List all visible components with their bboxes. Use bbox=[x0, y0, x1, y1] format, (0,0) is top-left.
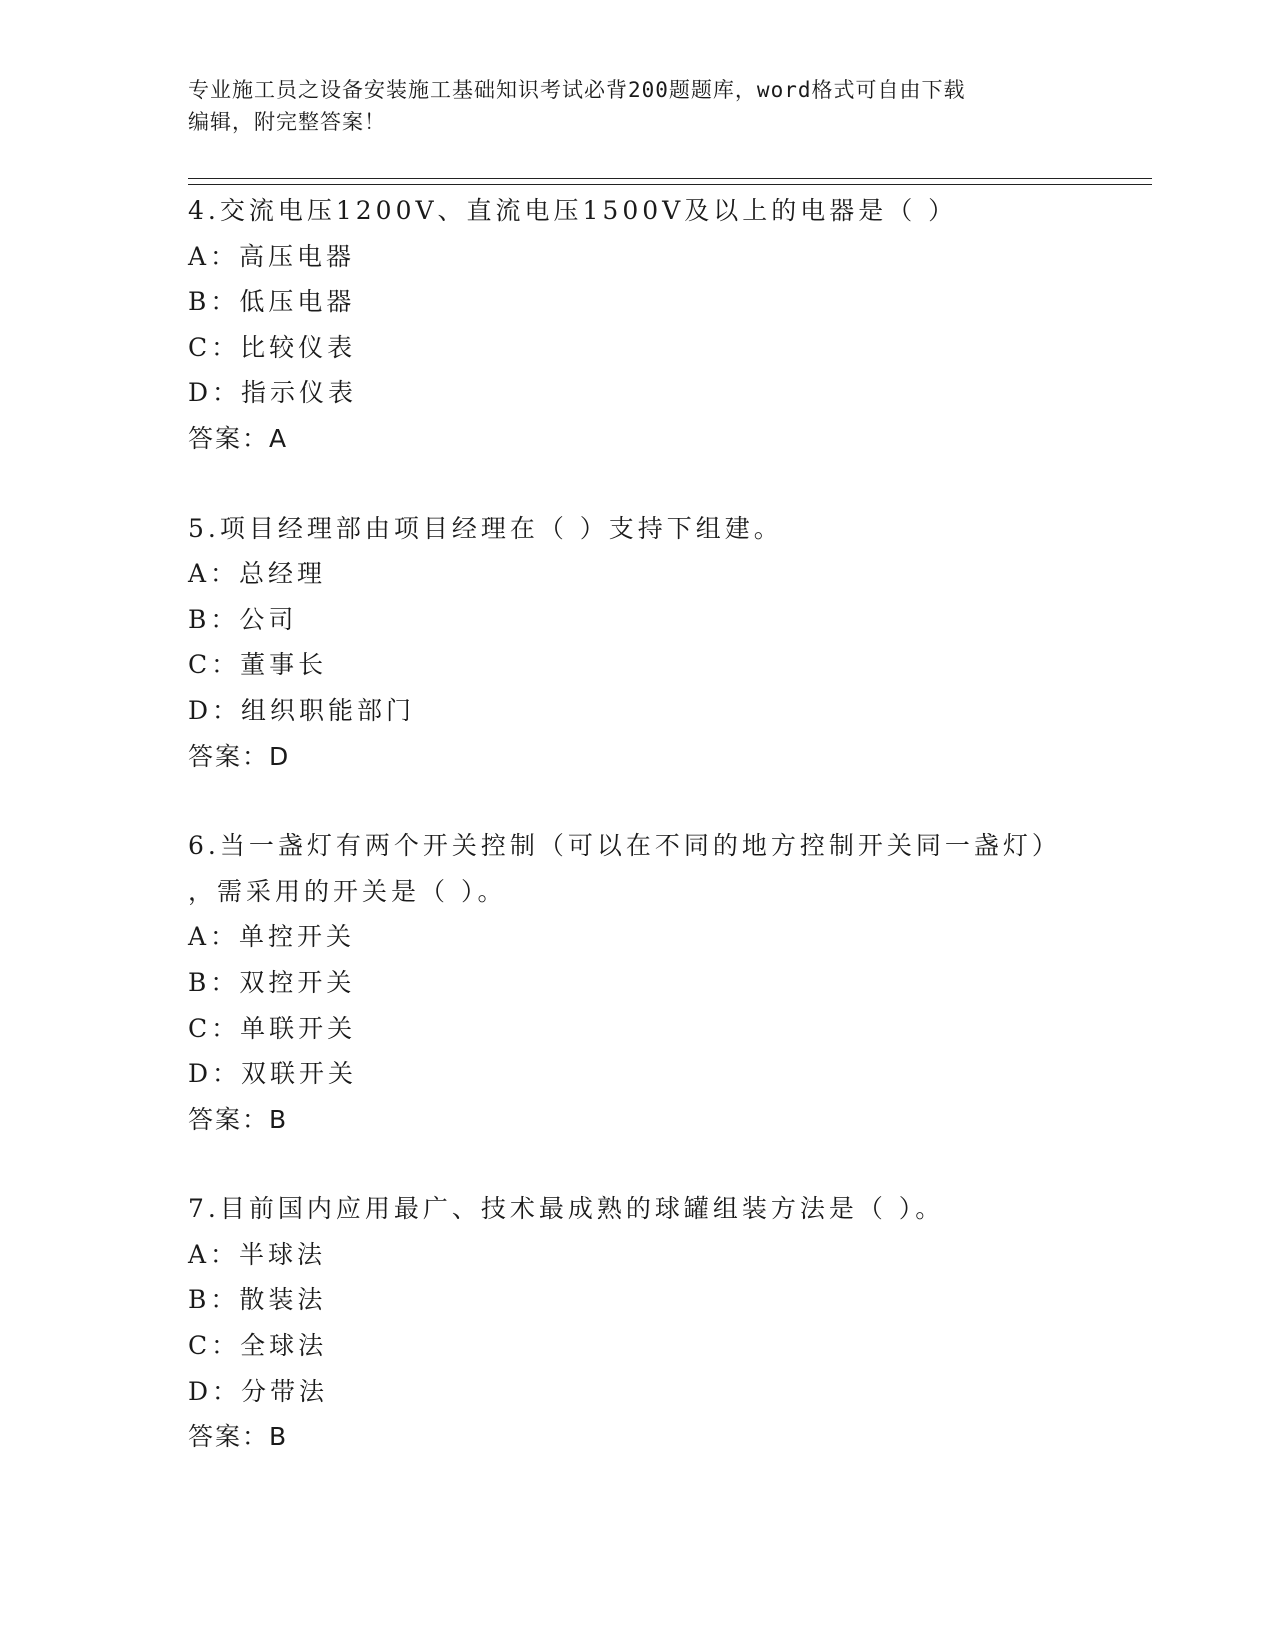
header-divider-top bbox=[188, 178, 1152, 179]
option-b: B：散装法 bbox=[188, 1285, 327, 1315]
option-a: A：单控开关 bbox=[188, 922, 356, 952]
header-line-1: 专业施工员之设备安装施工基础知识考试必背200题题库，word格式可自由下载 bbox=[188, 78, 966, 102]
question-7 bbox=[188, 1186, 1088, 1460]
option-a: A：总经理 bbox=[188, 559, 327, 589]
question-6 bbox=[188, 823, 1088, 1142]
question-stem-continued: ，需采用的开关是（ ）。 bbox=[188, 876, 507, 906]
question-stem: 5.项目经理部由项目经理在（ ）支持下组建。 bbox=[188, 513, 783, 543]
option-c: C：全球法 bbox=[188, 1331, 328, 1361]
option-b: B：公司 bbox=[188, 604, 298, 634]
option-d: D：双联开关 bbox=[188, 1059, 358, 1089]
question-stem: 6.当一盏灯有两个开关控制（可以在不同的地方控制开关同一盏灯） bbox=[188, 831, 1061, 861]
option-c: C：比较仪表 bbox=[188, 332, 357, 362]
option-d: D：指示仪表 bbox=[188, 378, 358, 408]
option-d: D：分带法 bbox=[188, 1376, 329, 1406]
question-stem: 4.交流电压1200V、直流电压1500V及以上的电器是（ ） bbox=[188, 196, 958, 225]
question-5 bbox=[188, 506, 1088, 780]
question-list bbox=[188, 188, 1088, 1504]
option-b: B：双控开关 bbox=[188, 967, 356, 997]
option-a: A：高压电器 bbox=[188, 241, 356, 271]
question-stem: 7.目前国内应用最广、技术最成熟的球罐组装方法是（ ）。 bbox=[188, 1194, 945, 1224]
header-line-2: 编辑，附完整答案！ bbox=[188, 110, 386, 134]
option-a: A：半球法 bbox=[188, 1239, 327, 1269]
question-4 bbox=[188, 188, 1088, 462]
option-b: B：低压电器 bbox=[188, 287, 356, 317]
answer-line: 答案：B bbox=[188, 1104, 289, 1134]
answer-line: 答案：D bbox=[188, 741, 291, 771]
answer-line: 答案：A bbox=[188, 423, 289, 453]
header-divider-bottom bbox=[188, 184, 1152, 185]
option-d: D：组织职能部门 bbox=[188, 695, 416, 725]
option-c: C：单联开关 bbox=[188, 1013, 357, 1043]
option-c: C：董事长 bbox=[188, 650, 328, 680]
answer-line: 答案：B bbox=[188, 1422, 289, 1452]
document-header bbox=[188, 74, 1068, 138]
